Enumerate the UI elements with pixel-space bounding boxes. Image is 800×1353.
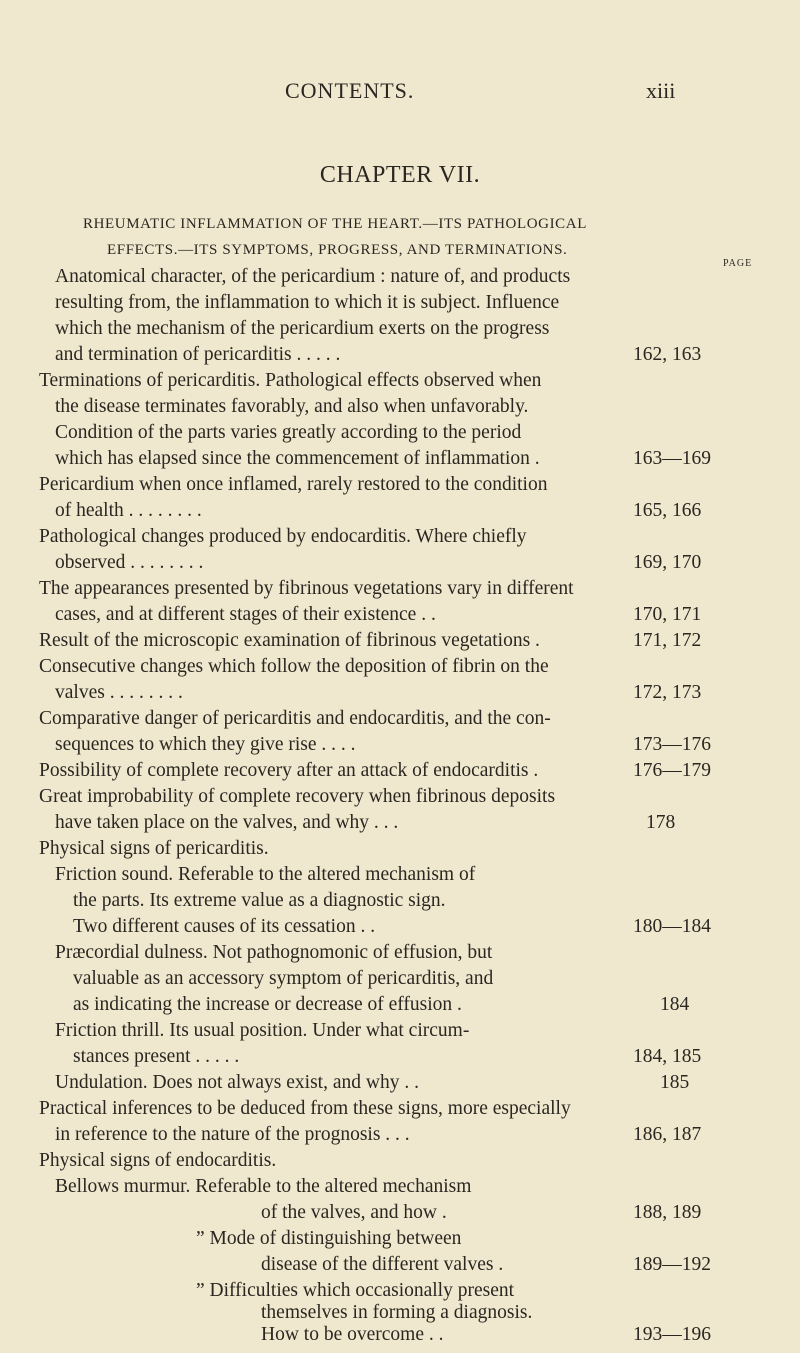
entry-line: disease of the different valves .	[261, 1254, 504, 1275]
entry-line: resulting from, the inflammation to which it is subject. Influence	[55, 292, 560, 313]
entry-page-ref: 186, 187	[633, 1124, 702, 1145]
entry-page-ref: 165, 166	[633, 500, 702, 521]
entry-line: Consecutive changes which follow the deposition of fibrin on the	[39, 656, 549, 677]
entry-line: themselves in forming a diagnosis.	[261, 1302, 533, 1323]
entry-line: valves . . . . . . . .	[55, 682, 183, 703]
entry-line: Physical signs of pericarditis.	[39, 838, 269, 859]
entry-line: Friction thrill. Its usual position. Under what circum-	[55, 1020, 470, 1041]
entry-line: cases, and at different stages of their existence . .	[55, 604, 436, 625]
entry-line: Great improbability of complete recovery when fibrinous deposits	[39, 786, 556, 807]
chapter-summary-line: RHEUMATIC INFLAMMATION OF THE HEART.—ITS PATHOLOGICAL	[83, 216, 587, 232]
page-column-label: PAGE	[723, 258, 753, 269]
entry-line: the parts. Its extreme value as a diagnostic sign.	[73, 890, 446, 911]
page-number: xiii	[646, 78, 676, 103]
entry-line: the disease terminates favorably, and also when unfavorably.	[55, 396, 529, 417]
entry-line: have taken place on the valves, and why . . .	[55, 812, 399, 833]
entry-page-ref: 171, 172	[633, 630, 702, 651]
entry-line: Terminations of pericarditis. Pathological effects observed when	[39, 370, 542, 391]
entry-line: Condition of the parts varies greatly according to the period	[55, 422, 522, 443]
running-head: CONTENTS.	[285, 78, 415, 103]
entry-line: Friction sound. Referable to the altered mechanism of	[55, 864, 476, 885]
entry-line: The appearances presented by fibrinous vegetations vary in different	[39, 578, 574, 599]
entry-line: stances present . . . . .	[73, 1046, 240, 1067]
entry-page-ref: 184	[660, 994, 690, 1015]
entry-line: How to be overcome . .	[261, 1324, 444, 1345]
entry-page-ref: 172, 173	[633, 682, 702, 703]
entry-page-ref: 178	[646, 812, 676, 833]
chapter-summary	[83, 211, 723, 263]
entry-line: Physical signs of endocarditis.	[39, 1150, 277, 1171]
entry-line: valuable as an accessory symptom of pericarditis, and	[73, 968, 494, 989]
entry-line: as indicating the increase or decrease of effusion .	[73, 994, 462, 1015]
entry-page-ref: 185	[660, 1072, 690, 1093]
entry-line: of the valves, and how .	[261, 1202, 447, 1223]
entry-line: Anatomical character, of the pericardium : nature of, and products	[55, 266, 571, 287]
entry-page-ref: 162, 163	[633, 344, 702, 365]
entry-page-ref: 184, 185	[633, 1046, 702, 1067]
entry-page-ref: 163—169	[633, 448, 711, 469]
entry-line: Result of the microscopic examination of fibrinous vegetations .	[39, 630, 540, 651]
entry-page-ref: 170, 171	[633, 604, 702, 625]
entry-line: and termination of pericarditis . . . . .	[55, 344, 341, 365]
entry-line: Comparative danger of pericarditis and endocarditis, and the con-	[39, 708, 551, 729]
entry-line: Possibility of complete recovery after an attack of endocarditis .	[39, 760, 539, 781]
entry-line: in reference to the nature of the prognosis . . .	[55, 1124, 410, 1145]
entry-line: of health . . . . . . . .	[55, 500, 202, 521]
entry-line: which the mechanism of the pericardium exerts on the progress	[55, 318, 550, 339]
entry-line: Præcordial dulness. Not pathognomonic of effusion, but	[55, 942, 493, 963]
entry-line: Two different causes of its cessation . .	[73, 916, 376, 937]
entry-line: Pericardium when once inflamed, rarely restored to the condition	[39, 474, 548, 495]
entry-line: ” Difficulties which occasionally present	[196, 1280, 515, 1301]
entry-page-ref: 189—192	[633, 1254, 711, 1275]
entry-line: which has elapsed since the commencement of inflammation .	[55, 448, 540, 469]
entry-line: Bellows murmur. Referable to the altered mechanism	[55, 1176, 472, 1197]
entry-line: Pathological changes produced by endocarditis. Where chiefly	[39, 526, 527, 547]
chapter-heading: CHAPTER VII.	[319, 162, 481, 188]
chapter-summary-line: EFFECTS.—ITS SYMPTOMS, PROGRESS, AND TERMINATIONS.	[107, 242, 568, 258]
entry-page-ref: 169, 170	[633, 552, 702, 573]
entry-page-ref: 180—184	[633, 916, 711, 937]
entry-page-ref: 173—176	[633, 734, 711, 755]
entry-line: sequences to which they give rise . . . .	[55, 734, 356, 755]
entry-line: ” Mode of distinguishing between	[196, 1228, 462, 1249]
entry-page-ref: 193—196	[633, 1324, 711, 1345]
entry-page-ref: 176—179	[633, 760, 711, 781]
entry-page-ref: 188, 189	[633, 1202, 702, 1223]
entry-line: observed . . . . . . . .	[55, 552, 204, 573]
entry-line: Undulation. Does not always exist, and why . .	[55, 1072, 419, 1093]
entry-line: Practical inferences to be deduced from these signs, more especially	[39, 1098, 571, 1119]
